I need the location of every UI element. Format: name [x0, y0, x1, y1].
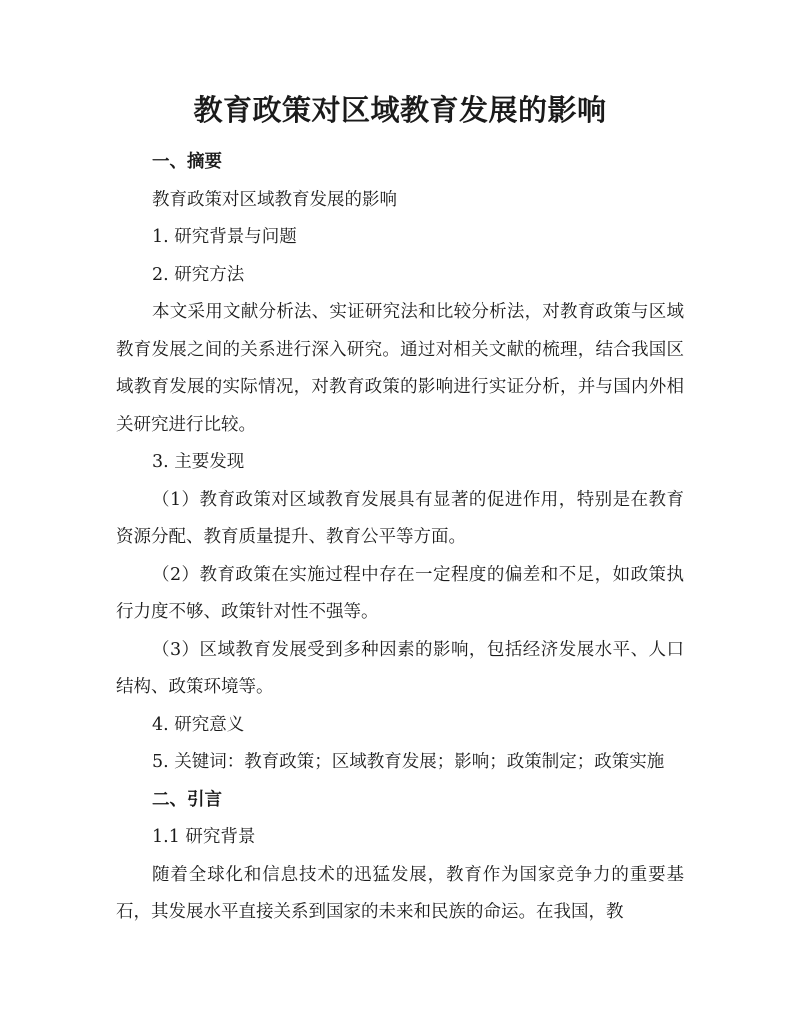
list-item-method: 2. 研究方法 [152, 264, 245, 285]
section-heading-introduction: 二、引言 [152, 789, 222, 810]
list-item-significance: 4. 研究意义 [152, 714, 245, 735]
subsection-heading-background: 1.1 研究背景 [152, 827, 256, 847]
abstract-subtitle: 教育政策对区域教育发展的影响 [152, 189, 397, 210]
list-item-keywords: 5. 关键词：教育政策；区域教育发展；影响；政策制定；政策实施 [152, 752, 665, 772]
list-item-background: 1. 研究背景与问题 [152, 227, 297, 247]
paragraph-finding-2: （2）教育政策在实施过程中存在一定程度的偏差和不足，如政策执行力度不够、政策针对性不强等。 [116, 564, 684, 622]
section-heading-abstract: 一、摘要 [152, 152, 222, 172]
paragraph-finding-3: （3）区域教育发展受到多种因素的影响，包括经济发展水平、人口结构、政策环境等。 [116, 639, 684, 697]
document-title: 教育政策对区域教育发展的影响 [193, 93, 607, 127]
paragraph-finding-1: （1）教育政策对区域教育发展具有显著的促进作用，特别是在教育资源分配、教育质量提升、教育公平等方面。 [116, 489, 684, 547]
paragraph-method: 本文采用文献分析法、实证研究法和比较分析法，对教育政策与区域教育发展之间的关系进行深入研究。通过对相关文献的梳理，结合我国区域教育发展的实际情况，对教育政策的影响进行实证分析，并与国内外相关研究进行比较。 [116, 302, 684, 435]
document-body [116, 144, 684, 932]
list-item-findings: 3. 主要发现 [152, 452, 245, 472]
paragraph-introduction: 随着全球化和信息技术的迅猛发展，教育作为国家竞争力的重要基石，其发展水平直接关系到国家的未来和民族的命运。在我国，教 [116, 864, 684, 922]
